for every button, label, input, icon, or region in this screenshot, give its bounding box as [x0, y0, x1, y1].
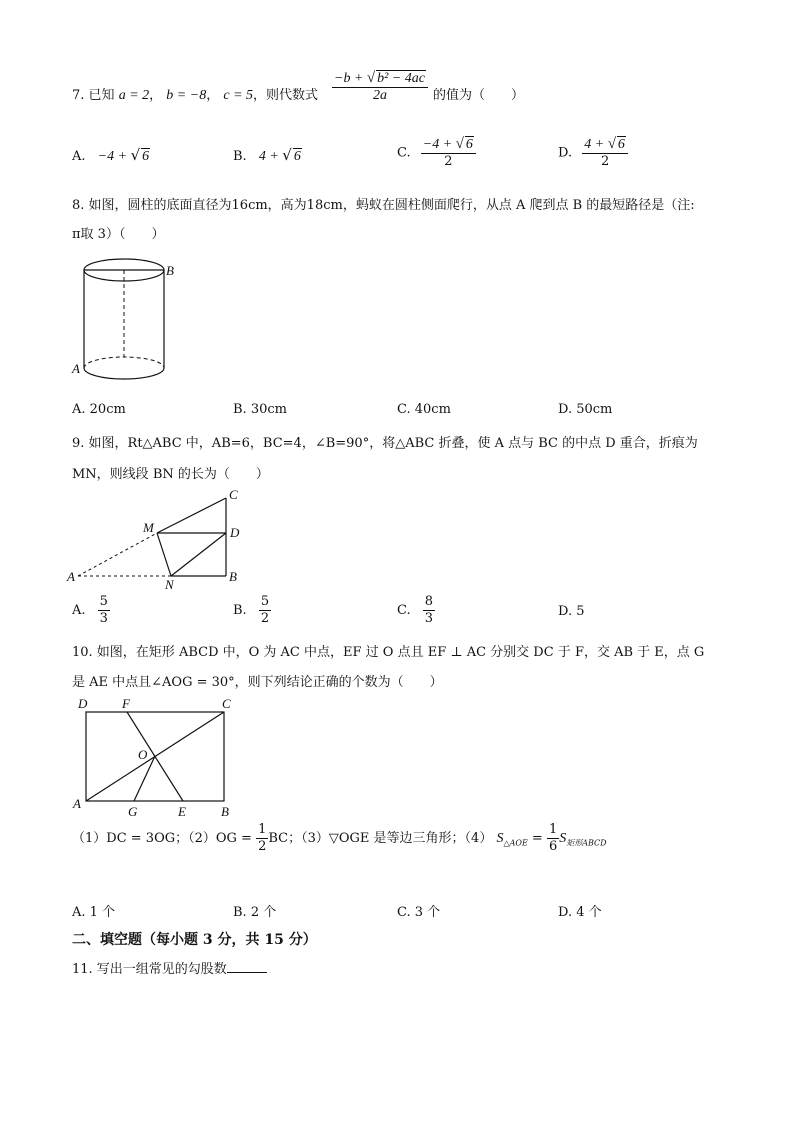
q9-option-b-label: B.: [233, 603, 247, 618]
q7-option-d-fraction: $\frac{4 + √ 6}{2}$: [582, 136, 628, 170]
q7-option-a: A. −4 + √ 6: [72, 146, 150, 164]
q7-option-a-pre: −4 +: [97, 149, 131, 164]
q10-option-b: B. 2 个: [233, 905, 277, 920]
q9-option-c-fraction: [423, 594, 435, 627]
q7-num-root: b² − 4ac: [377, 71, 425, 86]
q7-c-value: c = 5: [223, 88, 254, 103]
q8-stem-line1: 8. 如图，圆柱的底面直径为16cm，高为18cm，蚂蚁在圆柱侧面爬行，从点 A 爬到点 B 的最短路径是（注:: [72, 198, 695, 213]
q8-option-c: C. 40cm: [397, 402, 451, 417]
q9-option-a-fraction: [98, 594, 110, 627]
q7-option-c-fraction: $\frac{-4 + √ 6}{2}$: [421, 136, 476, 170]
q7-option-c-pre: −4 +: [422, 137, 456, 152]
q7-option-b: B. 4 + √ 6: [233, 146, 301, 164]
q7-sep: ，: [149, 88, 163, 103]
q9-label-c: C: [229, 487, 238, 502]
q8-bottom-front-arc: [84, 368, 164, 379]
q10-label-o: O: [138, 747, 148, 762]
q9-fold-mn: [157, 533, 171, 576]
q8-option-a: A. 20cm: [72, 402, 126, 417]
q10-label-c: C: [222, 696, 231, 711]
q10-label-f: F: [122, 696, 130, 711]
q7-option-b-pre: 4 +: [258, 149, 283, 164]
q10-label-e: E: [178, 804, 186, 819]
q10-c4-fraction: [547, 822, 559, 855]
q10-rectangle-figure: [70, 694, 240, 820]
q9-option-b-fraction: [259, 594, 271, 627]
q8-bottom-back-arc: [84, 357, 164, 368]
q9-option-a: [72, 594, 110, 627]
q10-label-b: B: [221, 804, 229, 819]
q11-text: 11. 写出一组常见的勾股数: [72, 962, 227, 977]
q8-label-b: B: [166, 263, 174, 278]
q9-option-a-den: 3: [99, 611, 108, 626]
q9-option-d: D. 5: [558, 604, 585, 619]
q11-stem: [72, 958, 267, 977]
q9-stem-line2: MN，则线段 BN 的长为（ ）: [72, 467, 269, 482]
q7-option-b-root: 6: [293, 149, 301, 164]
q9-stem-line1: 9. 如图，Rt△ABC 中，AB=6，BC=4，∠B=90°，将△ABC 折叠，使 A 点与 BC 的中点 D 重合，折痕为: [72, 436, 698, 451]
q8-stem-line2: π取 3）（ ）: [72, 227, 165, 242]
q10-option-a: A. 1 个: [72, 905, 116, 920]
q7-option-c: [397, 136, 476, 170]
q10-c4-num: 1: [548, 822, 558, 837]
q10-c4-s: S: [496, 831, 504, 846]
q7-mid-text: ，则代数式: [253, 88, 319, 103]
q7-option-d-den: 2: [600, 154, 610, 169]
q7-denominator: 2a: [373, 88, 387, 103]
q9-option-a-label: A.: [72, 603, 86, 618]
q10-label-a: A: [73, 796, 81, 811]
q10-c4-sub: △AOE: [503, 838, 528, 848]
q10-option-d: D. 4 个: [558, 905, 602, 920]
q7-b-value: b = −8: [166, 88, 207, 103]
q9-label-b: B: [229, 569, 237, 584]
q10-label-g: G: [128, 804, 138, 819]
q9-option-c-den: 3: [424, 611, 434, 626]
q7-option-a-root: 6: [142, 149, 150, 164]
q7-option-b-label: B.: [233, 149, 247, 164]
q9-label-m: M: [143, 520, 154, 535]
q9-option-c-label: C.: [397, 603, 411, 618]
q9-triangle-figure: [66, 486, 256, 592]
q8-option-b: B. 30cm: [233, 402, 287, 417]
q9-label-d: D: [230, 525, 240, 540]
q10-stem-line1: 10. 如图，在矩形 ABCD 中，O 为 AC 中点，EF 过 O 点且 EF ⊥ AC 分别交 DC 于 F，交 AB 于 E，点 G: [72, 645, 705, 660]
q10-stem-line2: 是 AE 中点且∠AOG = 30°，则下列结论正确的个数为（ ）: [72, 675, 443, 690]
q7-option-c-root: 6: [465, 137, 473, 152]
q7-option-d-pre: 4 +: [584, 137, 608, 152]
q10-c2-den: 2: [258, 839, 267, 854]
q7-option-c-label: C.: [397, 145, 411, 161]
q10-c4-s2: S: [559, 831, 567, 846]
q10-option-c: C. 3 个: [397, 905, 441, 920]
q9-option-c-num: 8: [424, 594, 434, 609]
q10-c4-den: 6: [548, 839, 558, 854]
q11-answer-blank[interactable]: [227, 972, 267, 973]
q10-label-d: D: [78, 696, 88, 711]
q9-side-am-dashed: [78, 533, 157, 576]
q10-conclusions: [72, 822, 607, 855]
q9-option-b-num: 5: [260, 594, 270, 609]
q10-conclusion-1: （1）DC = 3OG；（2）OG =: [72, 831, 257, 846]
q9-label-a: A: [67, 569, 75, 584]
q7-stem: [72, 84, 318, 104]
q10-conclusion-2-3: BC；（3）▽OGE 是等边三角形；（4）: [268, 831, 493, 846]
q7-lead: 7. 已知: [72, 88, 115, 103]
q10-conclusion-2-fraction: [256, 822, 268, 855]
q7-option-d-root: 6: [617, 137, 625, 152]
q9-segment-nd: [171, 533, 226, 576]
q9-option-b-den: 2: [260, 611, 270, 626]
q8-label-a: A: [72, 361, 80, 376]
q9-option-c: [397, 594, 435, 627]
q7-num-pre: −b +: [334, 71, 367, 86]
q9-label-n: N: [165, 577, 174, 592]
q7-sep: ，: [206, 88, 220, 103]
q10-c4-sub2: 矩形ABCD: [566, 838, 607, 848]
q7-option-c-den: 2: [444, 154, 453, 169]
q7-tail: 的值为（ ）: [433, 88, 525, 103]
q7-fraction: $\frac{\text{−b + √ b² − 4ac}}{2a}$: [332, 70, 428, 104]
q10-c4-eq: =: [527, 831, 547, 846]
q9-side-mc: [157, 498, 226, 533]
q7-option-d: [558, 136, 628, 170]
section-heading-fill-in: 二、填空题（每小题 3 分，共 15 分）: [72, 932, 317, 948]
q9-option-a-num: 5: [99, 594, 108, 609]
q9-option-b: [233, 594, 271, 627]
q10-c2-num: 1: [258, 822, 267, 837]
q8-option-d: D. 50cm: [558, 402, 613, 417]
q7-a-value: a = 2: [118, 88, 150, 103]
q7-expression: [332, 70, 428, 104]
q7-option-d-label: D.: [558, 145, 573, 161]
q8-cylinder-figure: [70, 248, 190, 386]
q7-option-a-label: A.: [72, 149, 86, 164]
